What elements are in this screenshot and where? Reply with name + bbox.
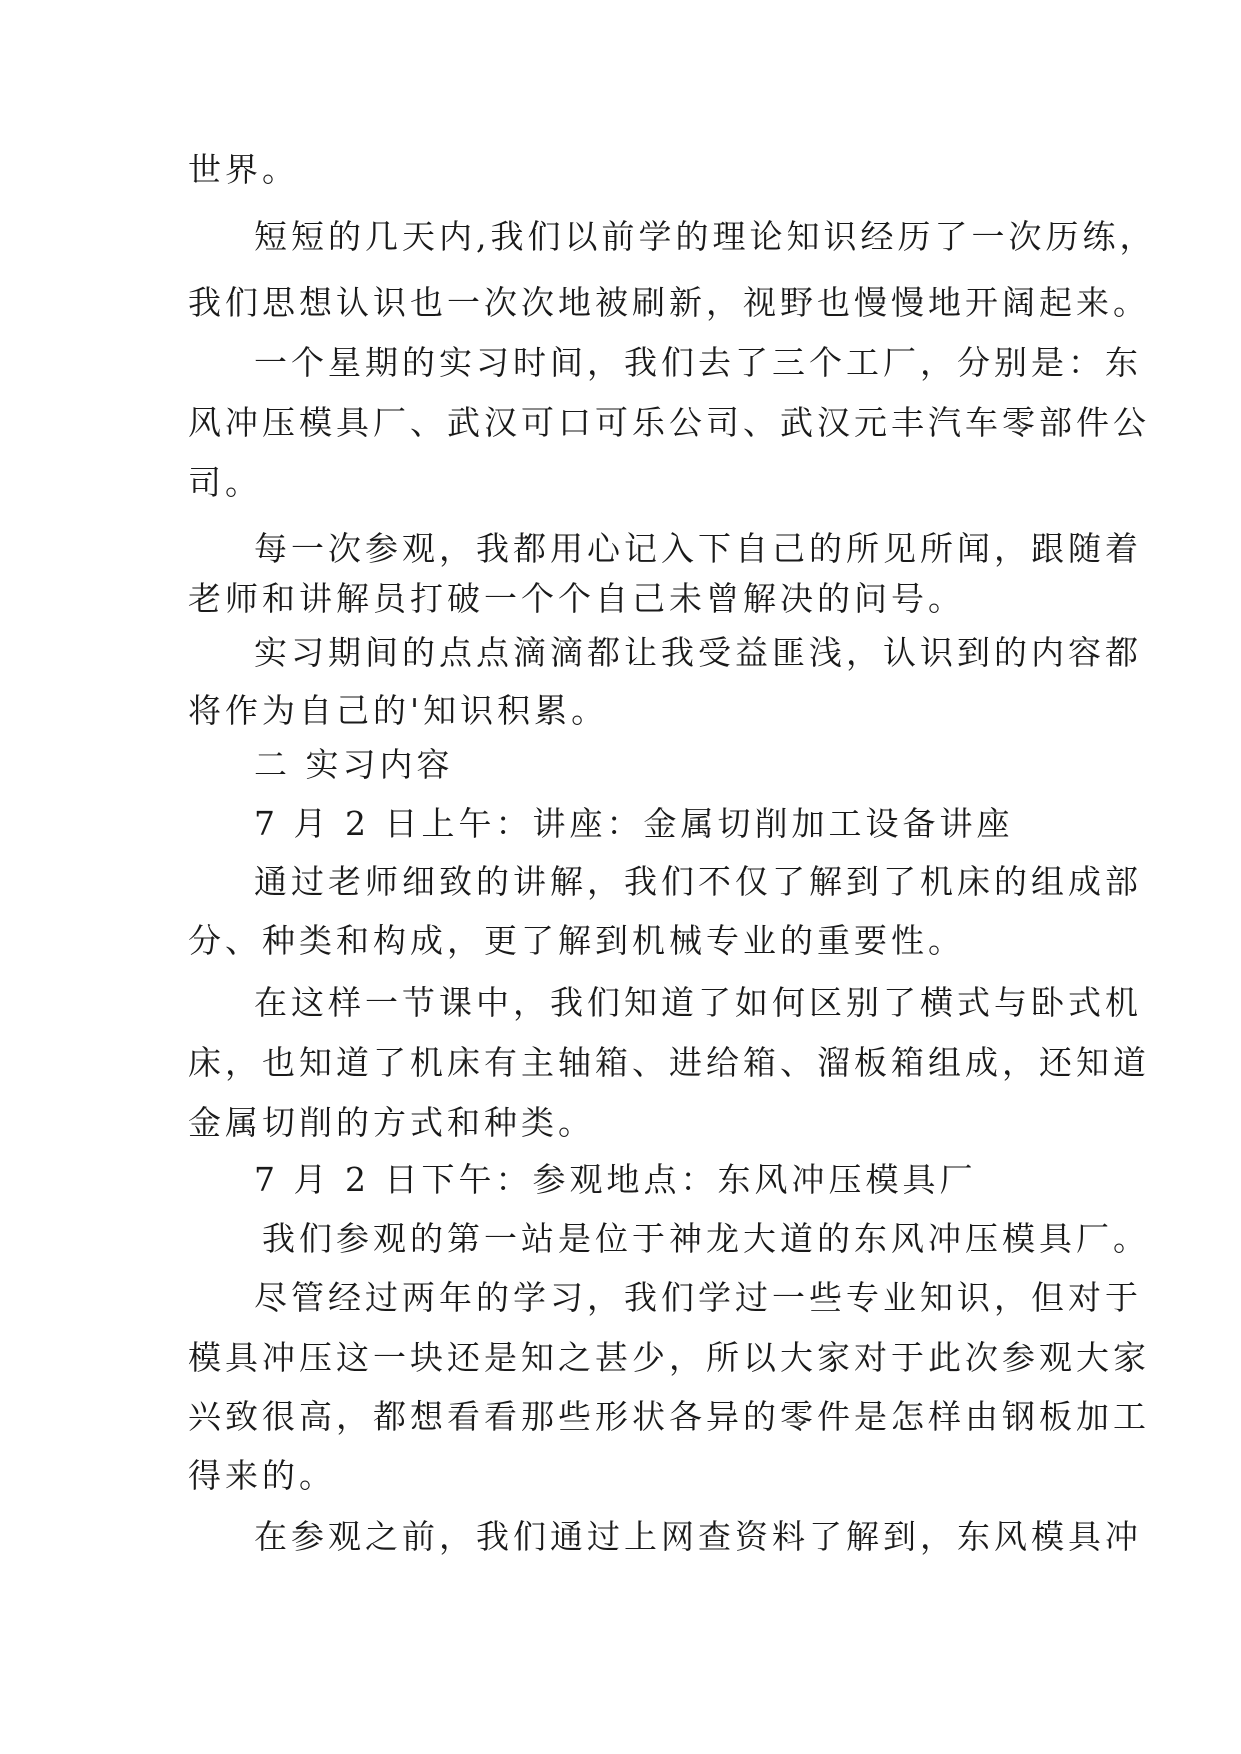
section-heading: 二 实习内容 [254,745,454,784]
text-line: 尽管经过两年的学习，我们学过一些专业知识，但对于 [254,1278,1142,1317]
text-line: 通过老师细致的讲解，我们不仅了解到了机床的组成部 [254,862,1142,901]
text-line: 分、种类和构成，更了解到机械专业的重要性。 [188,921,965,960]
text-line: 我们参观的第一站是位于神龙大道的东风冲压模具厂。 [262,1219,1150,1258]
text-line: 兴致很高，都想看看那些形状各异的零件是怎样由钢板加工 [188,1397,1150,1436]
text-line: 每一次参观，我都用心记入下自己的所见所闻，跟随着 [254,529,1142,568]
text-line: 在这样一节课中，我们知道了如何区别了横式与卧式机 [254,983,1142,1022]
text-line: 我们思想认识也一次次地被刷新，视野也慢慢地开阔起来。 [188,283,1150,322]
text-line: 老师和讲解员打破一个个自己未曾解决的问号。 [188,579,965,618]
text-line: 一个星期的实习时间，我们去了三个工厂，分别是：东 [254,343,1142,382]
text-line: 世界。 [188,150,299,189]
text-line: 床，也知道了机床有主轴箱、进给箱、溜板箱组成，还知道 [188,1043,1150,1082]
text-line: 实习期间的点点滴滴都让我受益匪浅，认识到的内容都 [254,633,1142,672]
text-line: 模具冲压这一块还是知之甚少，所以大家对于此次参观大家 [188,1338,1150,1377]
text-line: 风冲压模具厂、武汉可口可乐公司、武汉元丰汽车零部件公 [188,403,1150,442]
text-line: 金属切削的方式和种类。 [188,1103,595,1142]
text-line: 得来的。 [188,1456,336,1495]
text-line: 司。 [188,463,262,502]
text-line: 在参观之前，我们通过上网查资料了解到，东风模具冲 [254,1517,1142,1556]
schedule-heading: 7 月 2 日下午：参观地点：东风冲压模具厂 [254,1160,977,1199]
schedule-heading: 7 月 2 日上午：讲座：金属切削加工设备讲座 [254,804,1014,843]
text-line: 将作为自己的'知识积累。 [188,691,609,730]
text-line: 短短的几天内,我们以前学的理论知识经历了一次历练， [254,217,1157,256]
